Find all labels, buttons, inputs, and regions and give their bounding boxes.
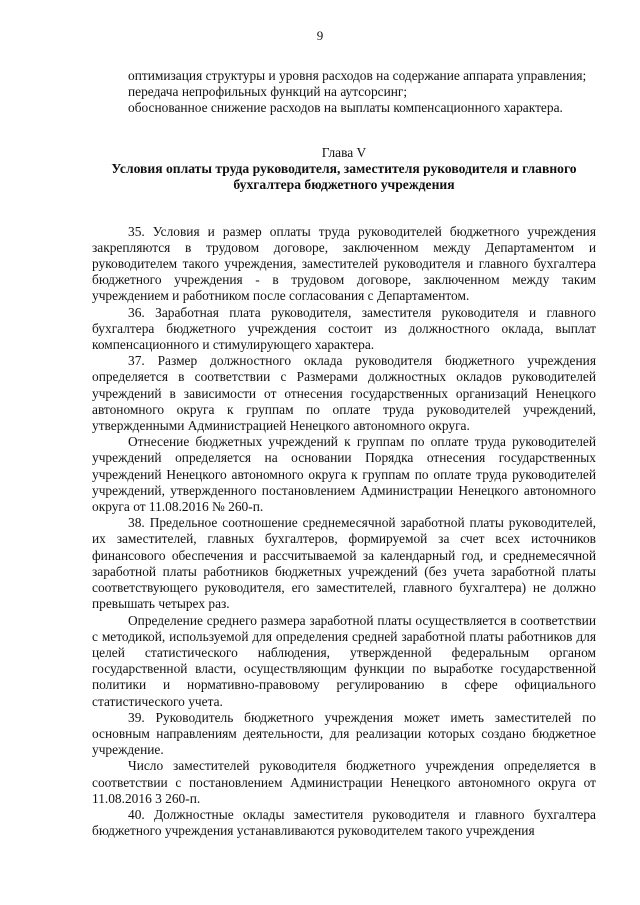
chapter-title: Условия оплаты труда руководителя, заместителя руководителя и главного бухгалтера бюджетного учреждения [111, 160, 577, 193]
paragraph: 35. Условия и размер оплаты труда руководителей бюджетного учреждения закрепляются в трудовом договоре, заключенном между Департаментом и руководителем такого учреждения, заместителей руководителя и главного бухгалтера бюджетного учреждения - в трудовом договоре, заключенном между таким учреждением и работником после согласования с Департаментом. [92, 223, 596, 304]
paragraph: 38. Предельное соотношение среднемесячной заработной платы руководителей, их заместителей, главных бухгалтеров, формируемой за счет всех источников финансового обеспечения и рассчитываемой за календарный год, и среднемесячной заработной платы работников бюджетных учреждений (без учета заработной платы соответствующего руководителя, его заместителей, главного бухгалтера) не должно превышать четырех раз. [92, 515, 596, 612]
paragraph: 40. Должностные оклады заместителя руководителя и главного бухгалтера бюджетного учреждения устанавливаются руководителем такого учреждения [92, 806, 596, 839]
paragraph: Отнесение бюджетных учреждений к группам по оплате труда руководителей учреждений определяется на основании Порядка отнесения государственных учреждений Ненецкого автономного округа к группам по оплате труда руководителей учреждений, утвержденного постановлением Администрации Ненецкого автономного округа от 11.08.2016 № 260-п. [92, 434, 596, 515]
chapter-label: Глава V [321, 144, 367, 160]
document-body [92, 68, 596, 839]
paragraph: Определение среднего размера заработной платы осуществляется в соответствии с методикой, используемой для определения средней заработной платы работников для целей статистического наблюдения, утвержденной федеральным органом государственной власти, осуществляющим функции по выработке государственной политики и нормативно-правовому регулированию в сфере официального статистического учета. [92, 612, 596, 709]
paragraph: Число заместителей руководителя бюджетного учреждения определяется в соответствии с постановлением Администрации Ненецкого автономного округа от 11.08.2016 3 260-п. [92, 758, 596, 806]
paragraph: 36. Заработная плата руководителя, заместителя руководителя и главного бухгалтера бюджетного учреждения состоит из должностного оклада, выплат компенсационного и стимулирующего характера. [92, 304, 596, 353]
page-number: 9 [316, 28, 324, 43]
intro-line: оптимизация структуры и уровня расходов на содержание аппарата управления; [128, 68, 587, 83]
intro-line: передача непрофильных функций на аутсорсинг; [128, 84, 408, 100]
paragraph: 39. Руководитель бюджетного учреждения может иметь заместителей по основным направлениям деятельности, для реализации которых создано бюджетное учреждение. [92, 709, 596, 758]
intro-line: обоснованное снижение расходов на выплаты компенсационного характера. [128, 100, 563, 116]
paragraph: 37. Размер должностного оклада руководителя бюджетного учреждения определяется в соответствии с Размерами должностных окладов руководителей учреждений в зависимости от отнесения государственных организаций Ненецкого автономного округа к группам по оплате труда руководителей учреждений, утвержденными Администрацией Ненецкого автономного округа. [92, 353, 596, 434]
